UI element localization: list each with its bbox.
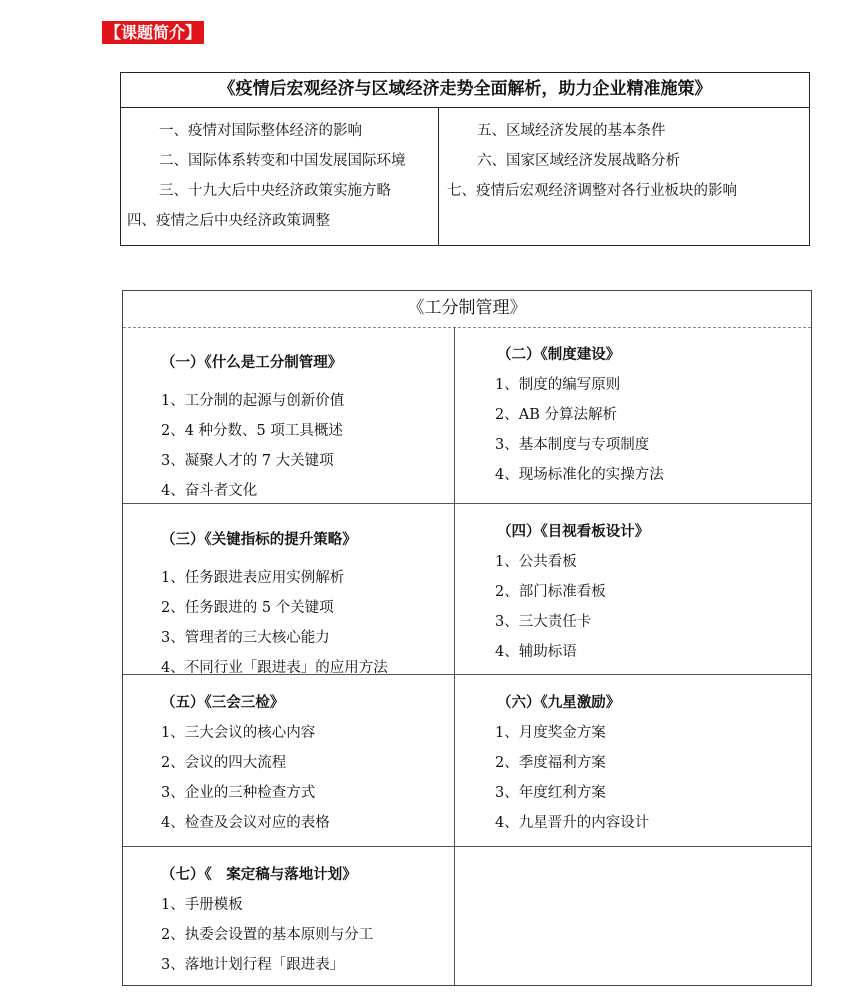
list-item: 3、落地计划行程「跟进表」 [161,957,345,973]
list-item: 4、不同行业「跟进表」的应用方法 [161,660,388,676]
section-badge: 【课题简介】 [102,21,204,44]
section-title: （七）《 案定稿与落地计划》 [161,867,357,883]
list-item: 2、部门标准看板 [495,584,606,600]
list-item: 2、4 种分数、5 项工具概述 [161,423,343,439]
section-cell [123,504,454,674]
left-column [121,107,439,245]
list-item: 4、辅助标语 [495,644,577,660]
topic-item: 二、国际体系转变和中国发展国际环境 [159,153,406,169]
section-cell [123,327,454,503]
topic-item: 七、疫情后宏观经济调整对各行业板块的影响 [447,183,737,199]
list-item: 1、公共看板 [495,554,577,570]
list-item: 4、九星晋升的内容设计 [495,815,650,831]
list-item: 2、任务跟进的 5 个关键项 [161,600,334,616]
topic-item: 三、十九大后中央经济政策实施方略 [159,183,391,199]
list-item: 1、工分制的起源与创新价值 [161,393,345,409]
list-item: 2、AB 分算法解析 [495,407,617,423]
course-title: 《工分制管理》 [123,291,811,328]
section-title: （二）《制度建设》 [497,347,621,363]
topic-item: 六、国家区域经济发展战略分析 [477,153,680,169]
list-item: 4、检查及会议对应的表格 [161,815,330,831]
course-title: 《疫情后宏观经济与区域经济走势全面解析，助力企业精准施策》 [121,73,809,108]
list-item: 2、执委会设置的基本原则与分工 [161,927,374,943]
list-item: 2、季度福利方案 [495,755,606,771]
right-column [439,107,809,245]
list-item: 1、任务跟进表应用实例解析 [161,570,345,586]
list-item: 3、三大责任卡 [495,614,592,630]
section-cell [123,675,454,846]
list-item: 3、管理者的三大核心能力 [161,630,330,646]
list-item: 3、企业的三种检查方式 [161,785,316,801]
section-title: （五）《三会三检》 [161,695,285,711]
section-cell [455,675,811,846]
section-cell [123,847,454,985]
list-item: 4、现场标准化的实操方法 [495,467,664,483]
topic-item: 四、疫情之后中央经济政策调整 [127,213,330,229]
list-item: 1、制度的编写原则 [495,377,621,393]
list-item: 2、会议的四大流程 [161,755,287,771]
list-item: 3、年度红利方案 [495,785,606,801]
section-title: （一）《什么是工分制管理》 [161,355,343,371]
list-item: 1、月度奖金方案 [495,725,606,741]
section-title: （六）《九星激励》 [497,695,621,711]
section-cell [455,327,811,503]
topic-item: 一、疫情对国际整体经济的影响 [159,123,362,139]
list-item: 3、基本制度与专项制度 [495,437,650,453]
list-item: 1、三大会议的核心内容 [161,725,316,741]
empty-cell [455,847,811,985]
course-table-macroeconomy [120,72,810,246]
course-table-work-points [122,290,812,986]
list-item: 4、奋斗者文化 [161,483,258,499]
list-item: 3、凝聚人才的 7 大关键项 [161,453,334,469]
list-item: 1、手册模板 [161,897,243,913]
section-title: （三）《关键指标的提升策略》 [161,532,357,548]
section-cell [455,504,811,674]
section-title: （四）《目视看板设计》 [497,524,650,540]
topic-item: 五、区域经济发展的基本条件 [477,123,666,139]
